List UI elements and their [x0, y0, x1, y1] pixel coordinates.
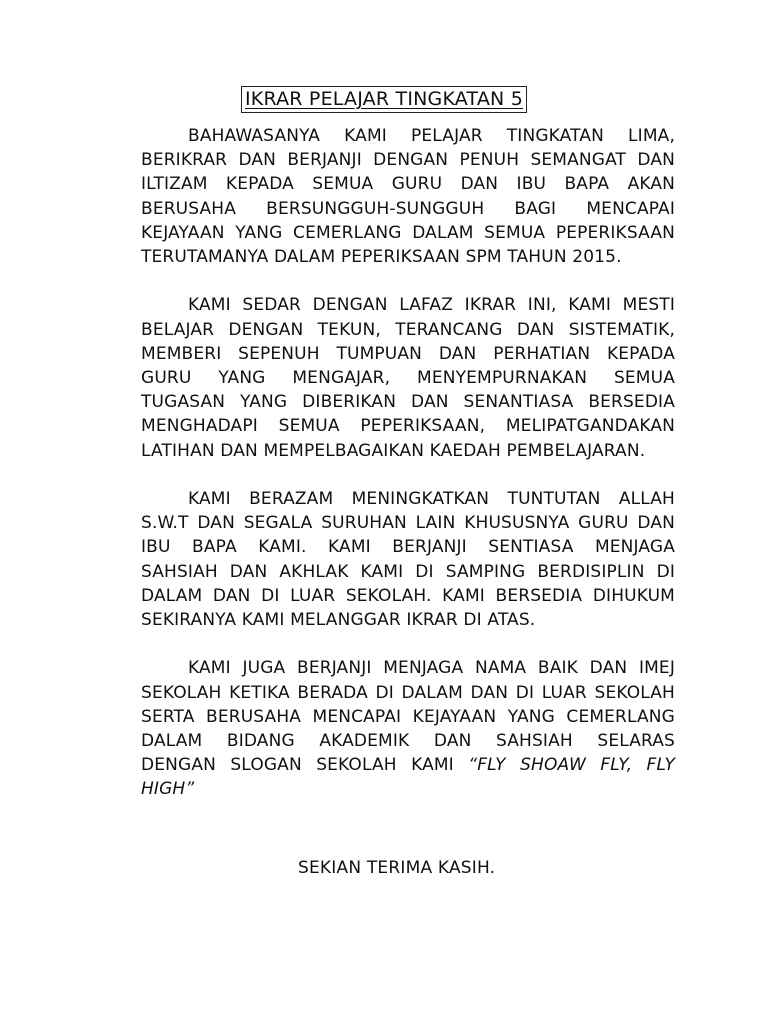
paragraph-line: BERUSAHA BERSUNGGUH-SUNGGUH BAGI MENCAPAI: [141, 198, 675, 219]
title-wrap: [0, 86, 768, 113]
paragraph-line: KAMI BERAZAM MENINGKATKAN TUNTUTAN ALLAH: [188, 489, 675, 510]
paragraph-line: KEJAYAAN YANG CEMERLANG DALAM SEMUA PEPERIKSAAN: [141, 222, 675, 243]
paragraph-line: SEKIRANYA KAMI MELANGGAR IKRAR DI ATAS.: [141, 610, 536, 631]
document-body: [94, 124, 675, 826]
paragraph-line: KAMI JUGA BERJANJI MENJAGA NAMA BAIK DAN IMEJ: [188, 658, 675, 679]
paragraph-4: [94, 656, 675, 801]
paragraph-line: LATIHAN DAN MEMPELBAGAIKAN KAEDAH PEMBELAJARAN.: [141, 440, 646, 461]
paragraph-line: DALAM DAN DI LUAR SEKOLAH. KAMI BERSEDIA DIHUKUM: [141, 585, 675, 606]
paragraph-line: TERUTAMANYA DALAM PEPERIKSAAN SPM TAHUN 2015.: [141, 247, 622, 268]
paragraph-3: [94, 487, 675, 632]
slogan-prefix: DENGAN SLOGAN SEKOLAH KAMI: [141, 755, 469, 776]
paragraph-line: GURU YANG MENGAJAR, MENYEMPURNAKAN SEMUA: [141, 368, 675, 389]
paragraph-2: [94, 293, 675, 462]
paragraph-line: SEKOLAH KETIKA BERADA DI DALAM DAN DI LUAR SEKOLAH: [141, 682, 675, 703]
paragraph-line: ILTIZAM KEPADA SEMUA GURU DAN IBU BAPA AKAN: [141, 174, 675, 195]
paragraph-line: MEMBERI SEPENUH TUMPUAN DAN PERHATIAN KEPADA: [141, 343, 675, 364]
paragraph-line: TUGASAN YANG DIBERIKAN DAN SENANTIASA BERSEDIA: [141, 392, 675, 413]
paragraph-line: SERTA BERUSAHA MENCAPAI KEJAYAAN YANG CEMERLANG: [141, 706, 675, 727]
paragraph-line: DALAM BIDANG AKADEMIK DAN SAHSIAH SELARAS: [141, 731, 675, 752]
closing-text: SEKIAN TERIMA KASIH.: [298, 858, 496, 878]
paragraph-line-slogan: [94, 753, 675, 777]
school-slogan: “FLY SHOAW FLY, FLY: [468, 755, 675, 776]
paragraph-line: KAMI SEDAR DENGAN LAFAZ IKRAR INI, KAMI MESTI: [188, 295, 675, 316]
paragraph-line: MENGHADAPI SEMUA PEPERIKSAAN, MELIPATGANDAKAN: [141, 416, 675, 437]
paragraph-line: BELAJAR DENGAN TEKUN, TERANCANG DAN SISTEMATIK,: [141, 319, 675, 340]
paragraph-line: BERIKRAR DAN BERJANJI DENGAN PENUH SEMANGAT DAN: [141, 150, 675, 171]
paragraph-line: SAHSIAH DAN AKHLAK KAMI DI SAMPING BERDISIPLIN DI: [141, 561, 675, 582]
school-slogan-end: HIGH”: [141, 779, 195, 800]
document-title: IKRAR PELAJAR TINGKATAN 5: [241, 86, 527, 113]
paragraph-line: S.W.T DAN SEGALA SURUHAN LAIN KHUSUSNYA GURU DAN: [141, 513, 675, 534]
paragraph-line: IBU BAPA KAMI. KAMI BERJANJI SENTIASA MENJAGA: [141, 537, 675, 558]
paragraph-line: BAHAWASANYA KAMI PELAJAR TINGKATAN LIMA,: [188, 126, 675, 146]
paragraph-1: [94, 124, 675, 269]
